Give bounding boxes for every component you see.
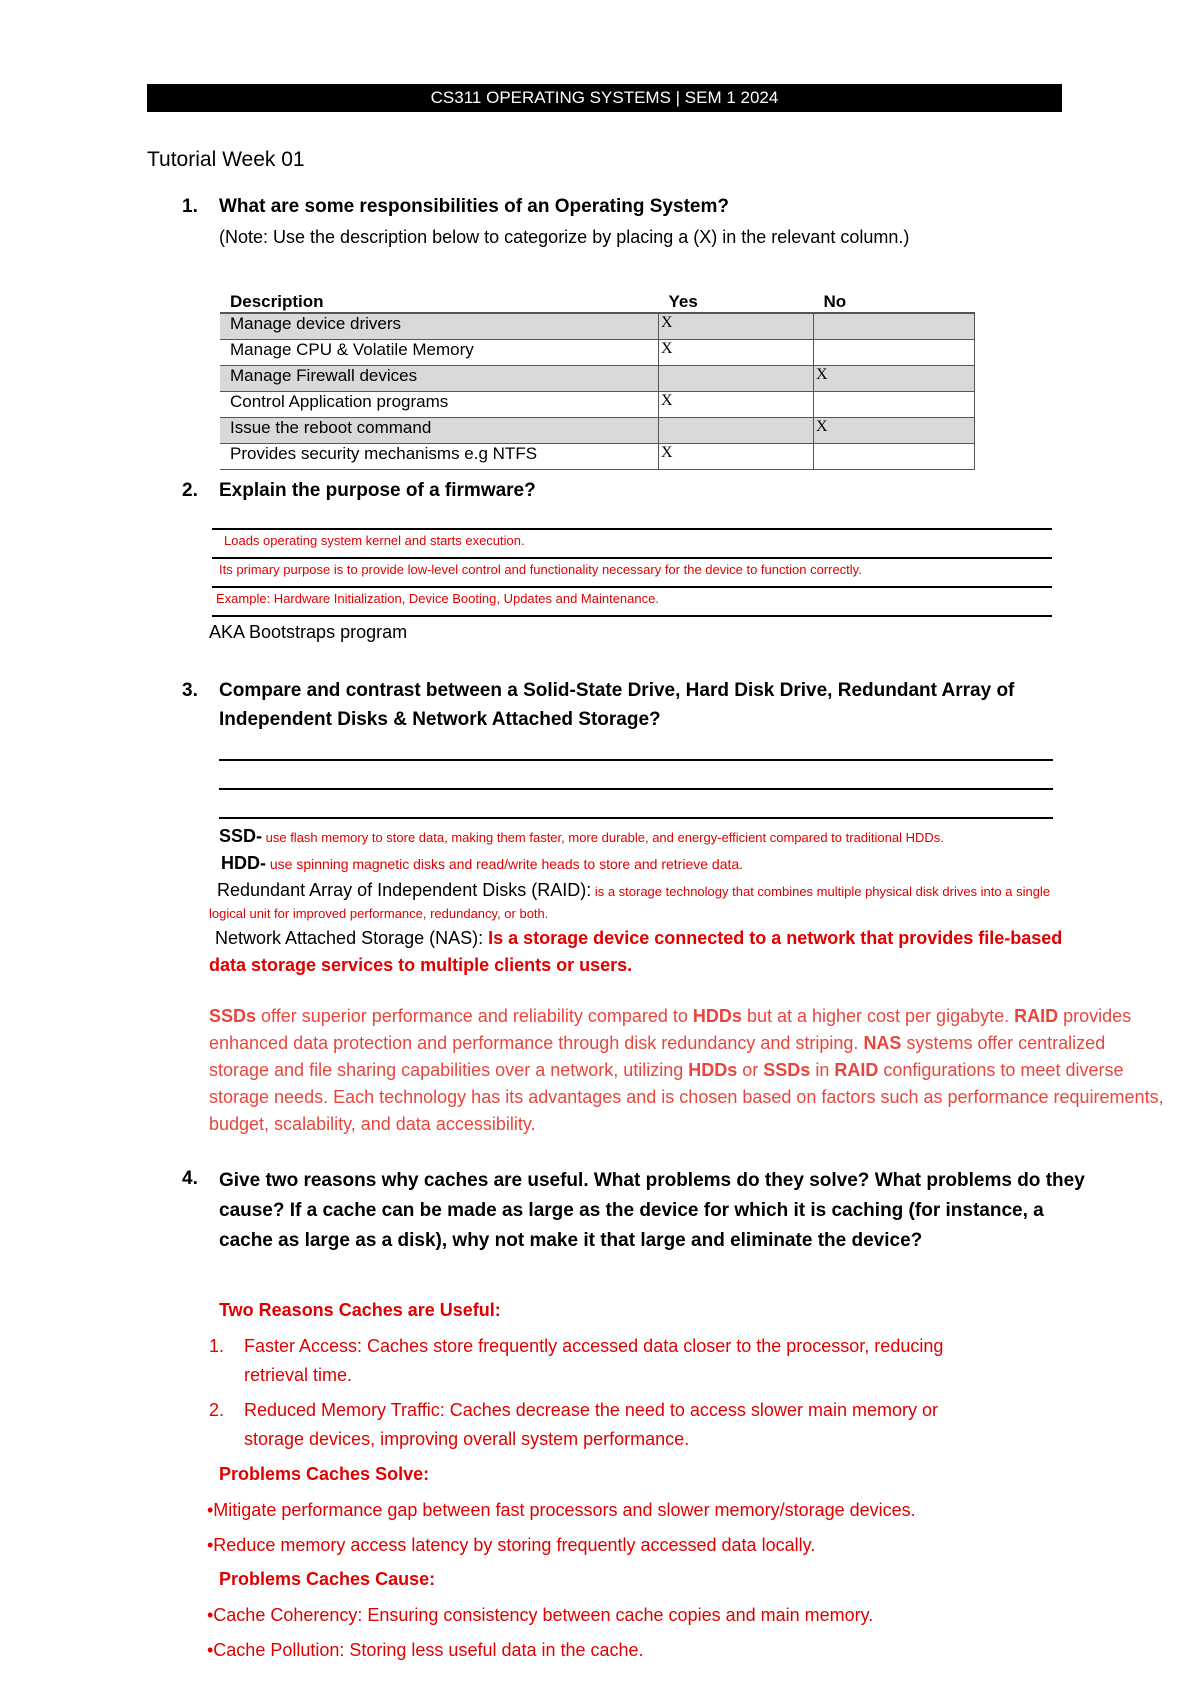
cause-item: •Cache Pollution: Storing less useful data in the cache. — [207, 1640, 644, 1660]
table-row — [220, 392, 975, 418]
nas-text-line2: data storage services to multiple clients or users. — [209, 955, 633, 975]
table-header-no: No — [823, 292, 847, 311]
q2-answer-3: Example: Hardware Initialization, Device Booting, Updates and Maintenance. — [216, 591, 659, 606]
reason-1-line1: Faster Access: Caches store frequently accessed data closer to the processor, reducing — [244, 1336, 944, 1356]
q4-number: 4. — [182, 1168, 198, 1189]
q1-question: What are some responsibilities of an Operating System? — [219, 196, 729, 217]
q2-answer-1: Loads operating system kernel and starts execution. — [224, 533, 525, 548]
row-no-cell: X — [814, 418, 975, 444]
table-row — [220, 418, 975, 444]
reason-1-line2: retrieval time. — [244, 1365, 353, 1385]
q2-aka: AKA Bootstraps program — [209, 622, 408, 642]
row-no-cell — [814, 313, 975, 340]
q2-question: Explain the purpose of a firmware? — [219, 480, 536, 501]
row-yes-cell — [659, 418, 814, 444]
row-description: Provides security mechanisms e.g NTFS — [220, 444, 659, 470]
row-yes-cell: X — [659, 444, 814, 470]
kw-raid: RAID — [1014, 1006, 1059, 1026]
q3-question-line2: Independent Disks & Network Attached Storage? — [219, 709, 661, 730]
row-yes-cell: X — [659, 313, 814, 340]
kw-hdds: HDDs — [692, 1006, 742, 1026]
kw-ssds: SSDs — [209, 1006, 257, 1026]
answer-line — [212, 586, 1052, 588]
q1-note: (Note: Use the description below to categorize by placing a (X) in the relevant column.) — [219, 227, 910, 247]
kw-ssds: SSDs — [763, 1060, 811, 1080]
solve-item: •Mitigate performance gap between fast processors and slower memory/storage devices. — [207, 1500, 916, 1520]
answer-line — [219, 788, 1053, 790]
answer-line — [219, 817, 1053, 819]
ssd-label: SSD- — [219, 826, 263, 846]
q3-question-line1: Compare and contrast between a Solid-State Drive, Hard Disk Drive, Redundant Array of — [219, 680, 1015, 701]
row-description: Manage CPU & Volatile Memory — [220, 340, 659, 366]
table-row — [220, 444, 975, 470]
summary-text: in — [810, 1060, 835, 1080]
row-no-cell — [814, 444, 975, 470]
q2-number: 2. — [182, 480, 198, 501]
reasons-heading: Two Reasons Caches are Useful: — [219, 1300, 501, 1320]
row-description: Manage device drivers — [220, 313, 659, 340]
cause-heading: Problems Caches Cause: — [219, 1569, 436, 1589]
document-header: CS311 OPERATING SYSTEMS | SEM 1 2024 — [147, 84, 1062, 112]
cause-item: •Cache Coherency: Ensuring consistency between cache copies and main memory. — [207, 1605, 874, 1625]
raid-text-line2: logical unit for improved performance, redundancy, or both. — [209, 906, 549, 921]
summary-text: provides enhanced data protection and performance through disk redundancy and striping. — [209, 1006, 1132, 1053]
ssd-answer — [219, 826, 944, 847]
summary-text: or — [737, 1060, 764, 1080]
solve-item: •Reduce memory access latency by storing frequently accessed data locally. — [207, 1535, 816, 1555]
row-no-cell — [814, 392, 975, 418]
answer-line — [212, 528, 1052, 530]
table-header-yes: Yes — [668, 292, 698, 311]
answer-line — [212, 557, 1052, 559]
q4-question: Give two reasons why caches are useful. What problems do they solve? What problems do they cause? If a cache can be made as large as the device for which it is caching (for instance, a cache as large as a disk), why not make it that large and eliminate the device? — [219, 1170, 1085, 1251]
row-no-cell — [814, 340, 975, 366]
raid-answer — [217, 880, 1050, 901]
q3-number: 3. — [182, 680, 198, 701]
summary-text: but at a higher cost per gigabyte. — [741, 1006, 1015, 1026]
row-yes-cell — [659, 366, 814, 392]
reason-2-line2: storage devices, improving overall system performance. — [244, 1429, 690, 1449]
row-description: Issue the reboot command — [220, 418, 659, 444]
reason-2-line1: Reduced Memory Traffic: Caches decrease the need to access slower main memory or — [244, 1400, 938, 1420]
kw-nas: NAS — [863, 1033, 902, 1053]
answer-line — [212, 615, 1052, 617]
reason-1-number: 1. — [209, 1336, 225, 1356]
page-title: Tutorial Week 01 — [147, 148, 305, 171]
nas-label: Network Attached Storage (NAS): — [215, 928, 484, 948]
row-yes-cell: X — [659, 340, 814, 366]
summary-text: configurations to meet diverse storage needs. Each technology has its advantages and is chosen based on factors such as performance requirements, budget, scalability, and data accessibility. — [209, 1060, 1164, 1134]
nas-text-line1: Is a storage device connected to a network that provides file-based — [483, 928, 1063, 948]
hdd-answer — [221, 853, 743, 874]
raid-text-line1: is a storage technology that combines multiple physical disk drives into a single — [591, 884, 1051, 899]
table-row — [220, 340, 975, 366]
kw-raid: RAID — [834, 1060, 879, 1080]
hdd-label: HDD- — [221, 853, 266, 873]
row-description: Manage Firewall devices — [220, 366, 659, 392]
ssd-text: use flash memory to store data, making them faster, more durable, and energy-efficient compared to traditional HDDs. — [262, 830, 944, 845]
q1-number: 1. — [182, 196, 198, 217]
row-yes-cell: X — [659, 392, 814, 418]
summary-text: systems offer centralized storage and file sharing capabilities over a network, utilizing — [209, 1033, 1106, 1080]
reason-2-number: 2. — [209, 1400, 225, 1420]
responsibilities-table — [220, 284, 975, 470]
summary-text: offer superior performance and reliability compared to — [256, 1006, 693, 1026]
row-description: Control Application programs — [220, 392, 659, 418]
hdd-text: use spinning magnetic disks and read/write heads to store and retrieve data. — [266, 856, 744, 872]
kw-hdds: HDDs — [688, 1060, 738, 1080]
answer-line — [219, 759, 1053, 761]
table-row — [220, 366, 975, 392]
table-header-description: Description — [230, 292, 324, 311]
q2-answer-2: Its primary purpose is to provide low-level control and functionality necessary for the device to function correctly. — [219, 562, 862, 577]
raid-label: Redundant Array of Independent Disks (RAID): — [217, 880, 592, 900]
storage-comparison-summary — [209, 1003, 1169, 1138]
row-no-cell: X — [814, 366, 975, 392]
solve-heading: Problems Caches Solve: — [219, 1464, 430, 1484]
table-row — [220, 313, 975, 340]
nas-answer — [215, 928, 1062, 949]
